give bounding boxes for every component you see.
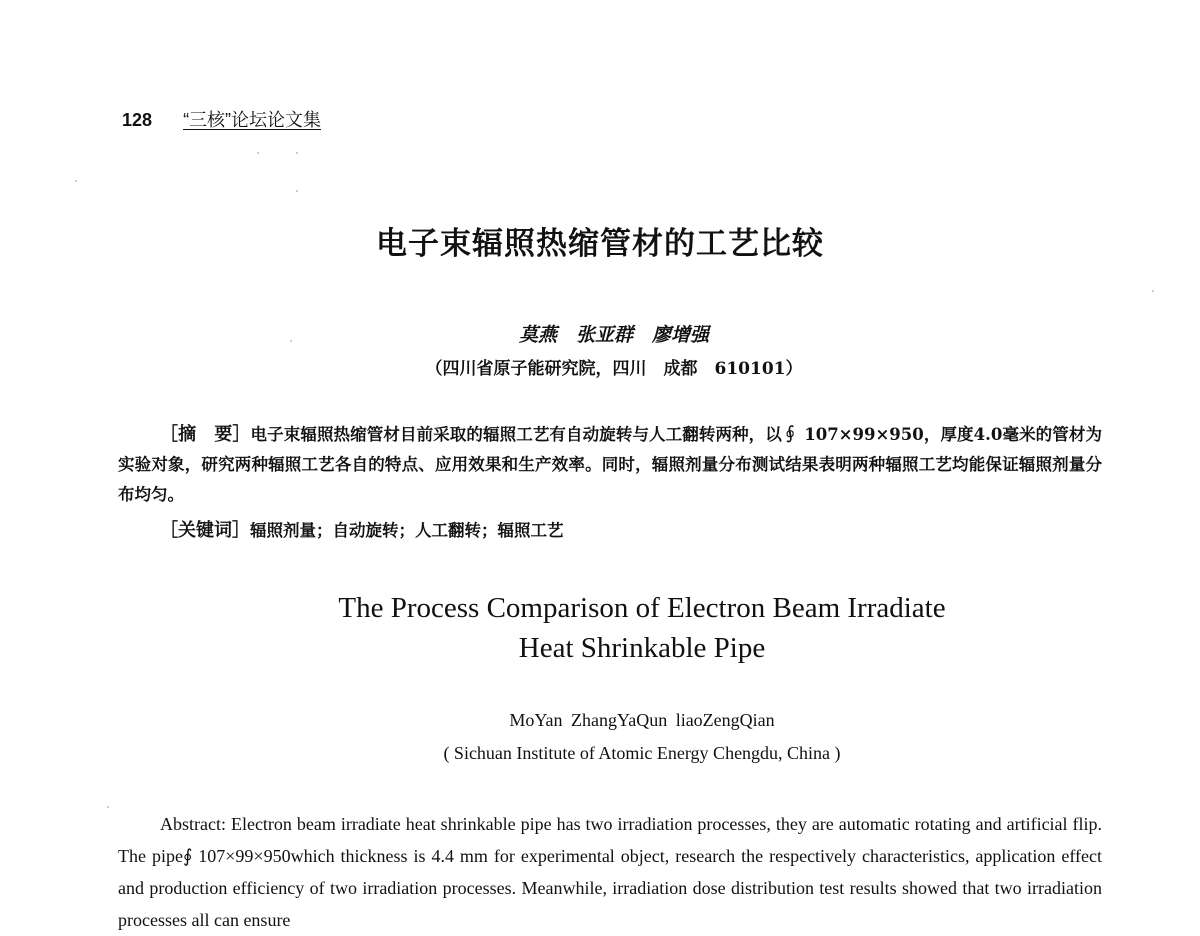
english-title xyxy=(0,588,1200,668)
english-abstract-text: Electron beam irradiate heat shrinkable pipe has two irradiation processes, they are automatic rotating and artificial flip. The pipe∮ 107×99×950which thickness is 4.4 mm for experimental object, research the respectively characteristics, application effect and production efficiency of two irradiation processes. Meanwhile, irradiation dose distribution test results showed that two irradiation processes all can ensure xyxy=(118,814,1103,930)
journal-name: “三核”论坛论文集 xyxy=(183,110,322,130)
chinese-abstract-text: 电子束辐照热缩管材目前采取的辐照工艺有自动旋转与人工翻转两种，以∮ 107×99×950，厚度4.0毫米的管材为实验对象，研究两种辐照工艺各自的特点、应用效果和生产效率。同时，辐照剂量分布测试结果表明两种辐照工艺均能保证辐照剂量分布均匀。 xyxy=(118,425,1102,504)
scan-speck xyxy=(257,152,259,154)
english-title-line-1: The Process Comparison of Electron Beam Irradiate xyxy=(338,592,946,624)
chinese-keywords xyxy=(160,516,1100,546)
scan-speck xyxy=(296,190,298,192)
chinese-keywords-label: ［关键词］ xyxy=(160,520,250,541)
chinese-abstract xyxy=(118,420,1102,510)
chinese-keywords-text: 辐照剂量；自动旋转；人工翻转；辐照工艺 xyxy=(250,521,564,540)
chinese-title: 电子束辐照热缩管材的工艺比较 xyxy=(376,226,824,262)
english-affiliation: ( Sichuan Institute of Atomic Energy Chengdu, China ) xyxy=(443,743,841,763)
scan-speck xyxy=(290,340,292,342)
scan-speck xyxy=(75,180,77,182)
english-abstract xyxy=(118,808,1102,936)
running-header xyxy=(122,106,321,132)
chinese-abstract-label: ［摘 要］ xyxy=(160,424,251,445)
english-authors: MoYan ZhangYaQun liaoZengQian xyxy=(509,710,775,730)
page-number: 128 xyxy=(122,110,153,130)
scan-speck xyxy=(107,806,109,808)
chinese-affiliation: （四川省原子能研究院，四川 成都 610101） xyxy=(425,359,803,379)
scan-speck xyxy=(296,152,298,154)
english-title-line-2: Heat Shrinkable Pipe xyxy=(518,632,766,664)
scan-speck xyxy=(1152,290,1154,292)
english-abstract-label: Abstract: xyxy=(160,814,226,834)
chinese-authors: 莫燕 张亚群 廖增强 xyxy=(518,324,709,346)
